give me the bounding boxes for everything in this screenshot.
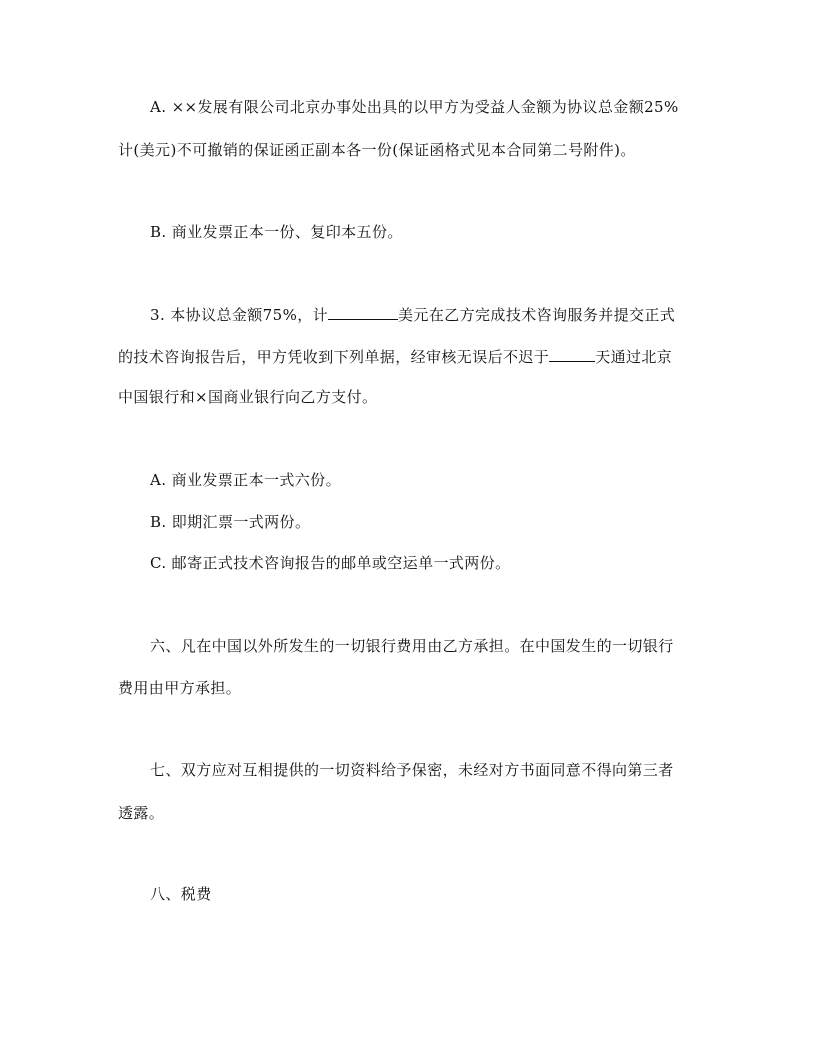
amount-blank <box>328 304 398 320</box>
section-6-line1: 六、凡在中国以外所发生的一切银行费用由乙方承担。在中国发生的一切银行 <box>150 637 674 655</box>
clause-3-line2-post: 天通过北京 <box>595 348 673 366</box>
item-c-waybill: C. 邮寄正式技术咨询报告的邮单或空运单一式两份。 <box>150 554 511 572</box>
clause-3-line1-pre: 3. 本协议总金额75%，计 <box>150 306 329 324</box>
item-b-draft: B. 即期汇票一式两份。 <box>150 513 311 531</box>
clause-3-line2-pre: 的技术咨询报告后，甲方凭收到下列单据，经审核无误后不迟于 <box>118 348 550 366</box>
clause-3-line1-post: 美元在乙方完成技术咨询服务并提交正式 <box>398 306 676 324</box>
section-8-title: 八、税费 <box>150 885 212 903</box>
item-a-guarantee-line1: A. ××发展有限公司北京办事处出具的以甲方为受益人金额为协议总金额25% <box>150 98 679 116</box>
clause-3-line1 <box>150 304 675 325</box>
clause-3-line3: 中国银行和×国商业银行向乙方支付。 <box>118 388 378 406</box>
days-blank <box>549 346 595 362</box>
item-a-invoice: A. 商业发票正本一式六份。 <box>150 471 341 489</box>
section-7-line2: 透露。 <box>118 804 165 822</box>
item-b-invoice: B. 商业发票正本一份、复印本五份。 <box>150 223 403 241</box>
item-a-guarantee-line2: 计(美元)不可撤销的保证函正副本各一份(保证函格式见本合同第二号附件)。 <box>118 141 636 159</box>
section-7-line1: 七、双方应对互相提供的一切资料给予保密，未经对方书面同意不得向第三者 <box>150 761 674 779</box>
section-6-line2: 费用由甲方承担。 <box>118 679 242 697</box>
clause-3-line2 <box>118 346 672 367</box>
